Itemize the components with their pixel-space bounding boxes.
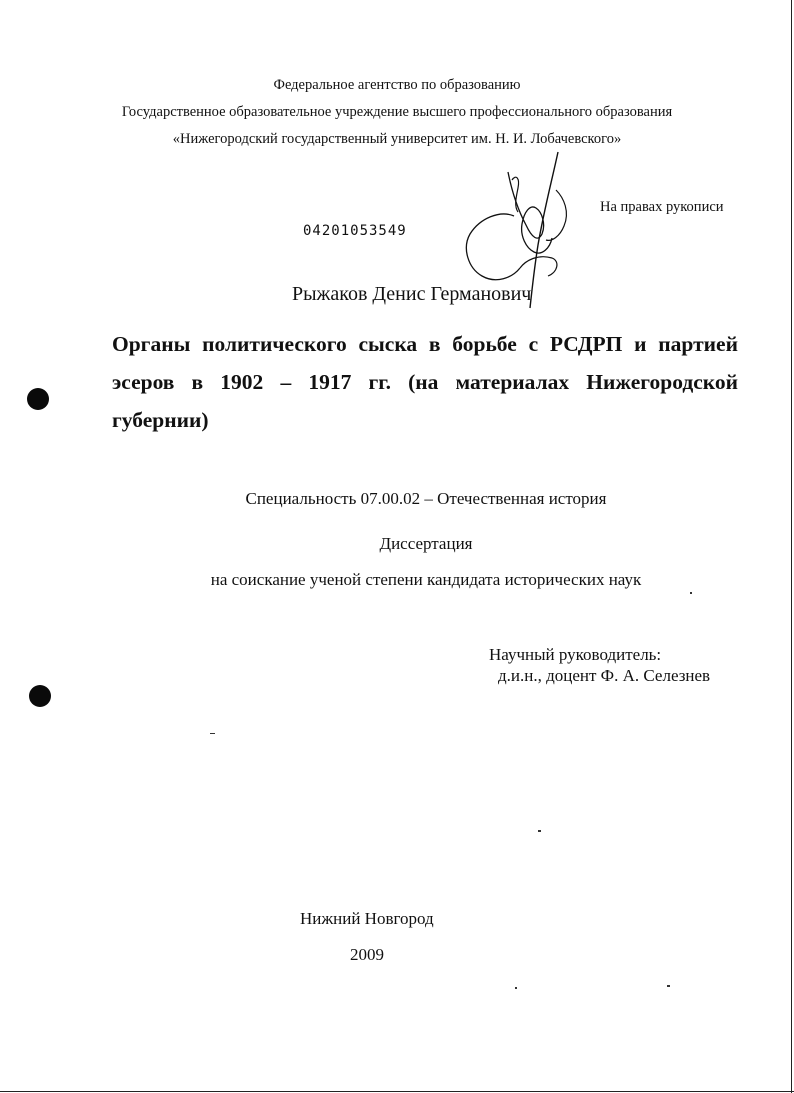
city: Нижний Новгород <box>300 909 434 928</box>
document-type: Диссертация <box>379 534 473 553</box>
dissertation-title: Органы политического сыска в борьбе с РСДРП и партией эсеров в 1902 – 1917 гг. (на материалах Нижегородской губернии) <box>112 332 738 432</box>
author-name: Рыжаков Денис Германович <box>292 283 532 305</box>
university-line: «Нижегородский государственный университет им. Н. И. Лобачевского» <box>172 131 622 147</box>
year: 2009 <box>350 945 384 964</box>
supervisor-label: Научный руководитель: <box>489 645 662 664</box>
institution-type-line: Государственное образовательное учреждение высшего профессионального образования <box>121 104 673 120</box>
scan-speck <box>210 733 215 734</box>
supervisor-name: д.и.н., доцент Ф. А. Селезнев <box>498 666 711 685</box>
scan-speck <box>538 830 541 832</box>
scan-speck <box>690 592 692 594</box>
manuscript-note: На правах рукописи <box>600 199 724 215</box>
scan-speck <box>667 985 670 987</box>
registration-number: 04201053549 <box>303 223 407 239</box>
page-edge-bottom <box>0 1091 794 1092</box>
degree-line: на соискание ученой степени кандидата исторических наук <box>210 570 642 589</box>
punch-hole-icon <box>29 685 51 707</box>
punch-hole-icon <box>27 388 49 410</box>
specialty-line: Специальность 07.00.02 – Отечественная история <box>245 489 607 508</box>
scan-speck <box>515 987 517 989</box>
signature-icon <box>460 150 590 320</box>
agency-line: Федеральное агентство по образованию <box>273 77 521 93</box>
